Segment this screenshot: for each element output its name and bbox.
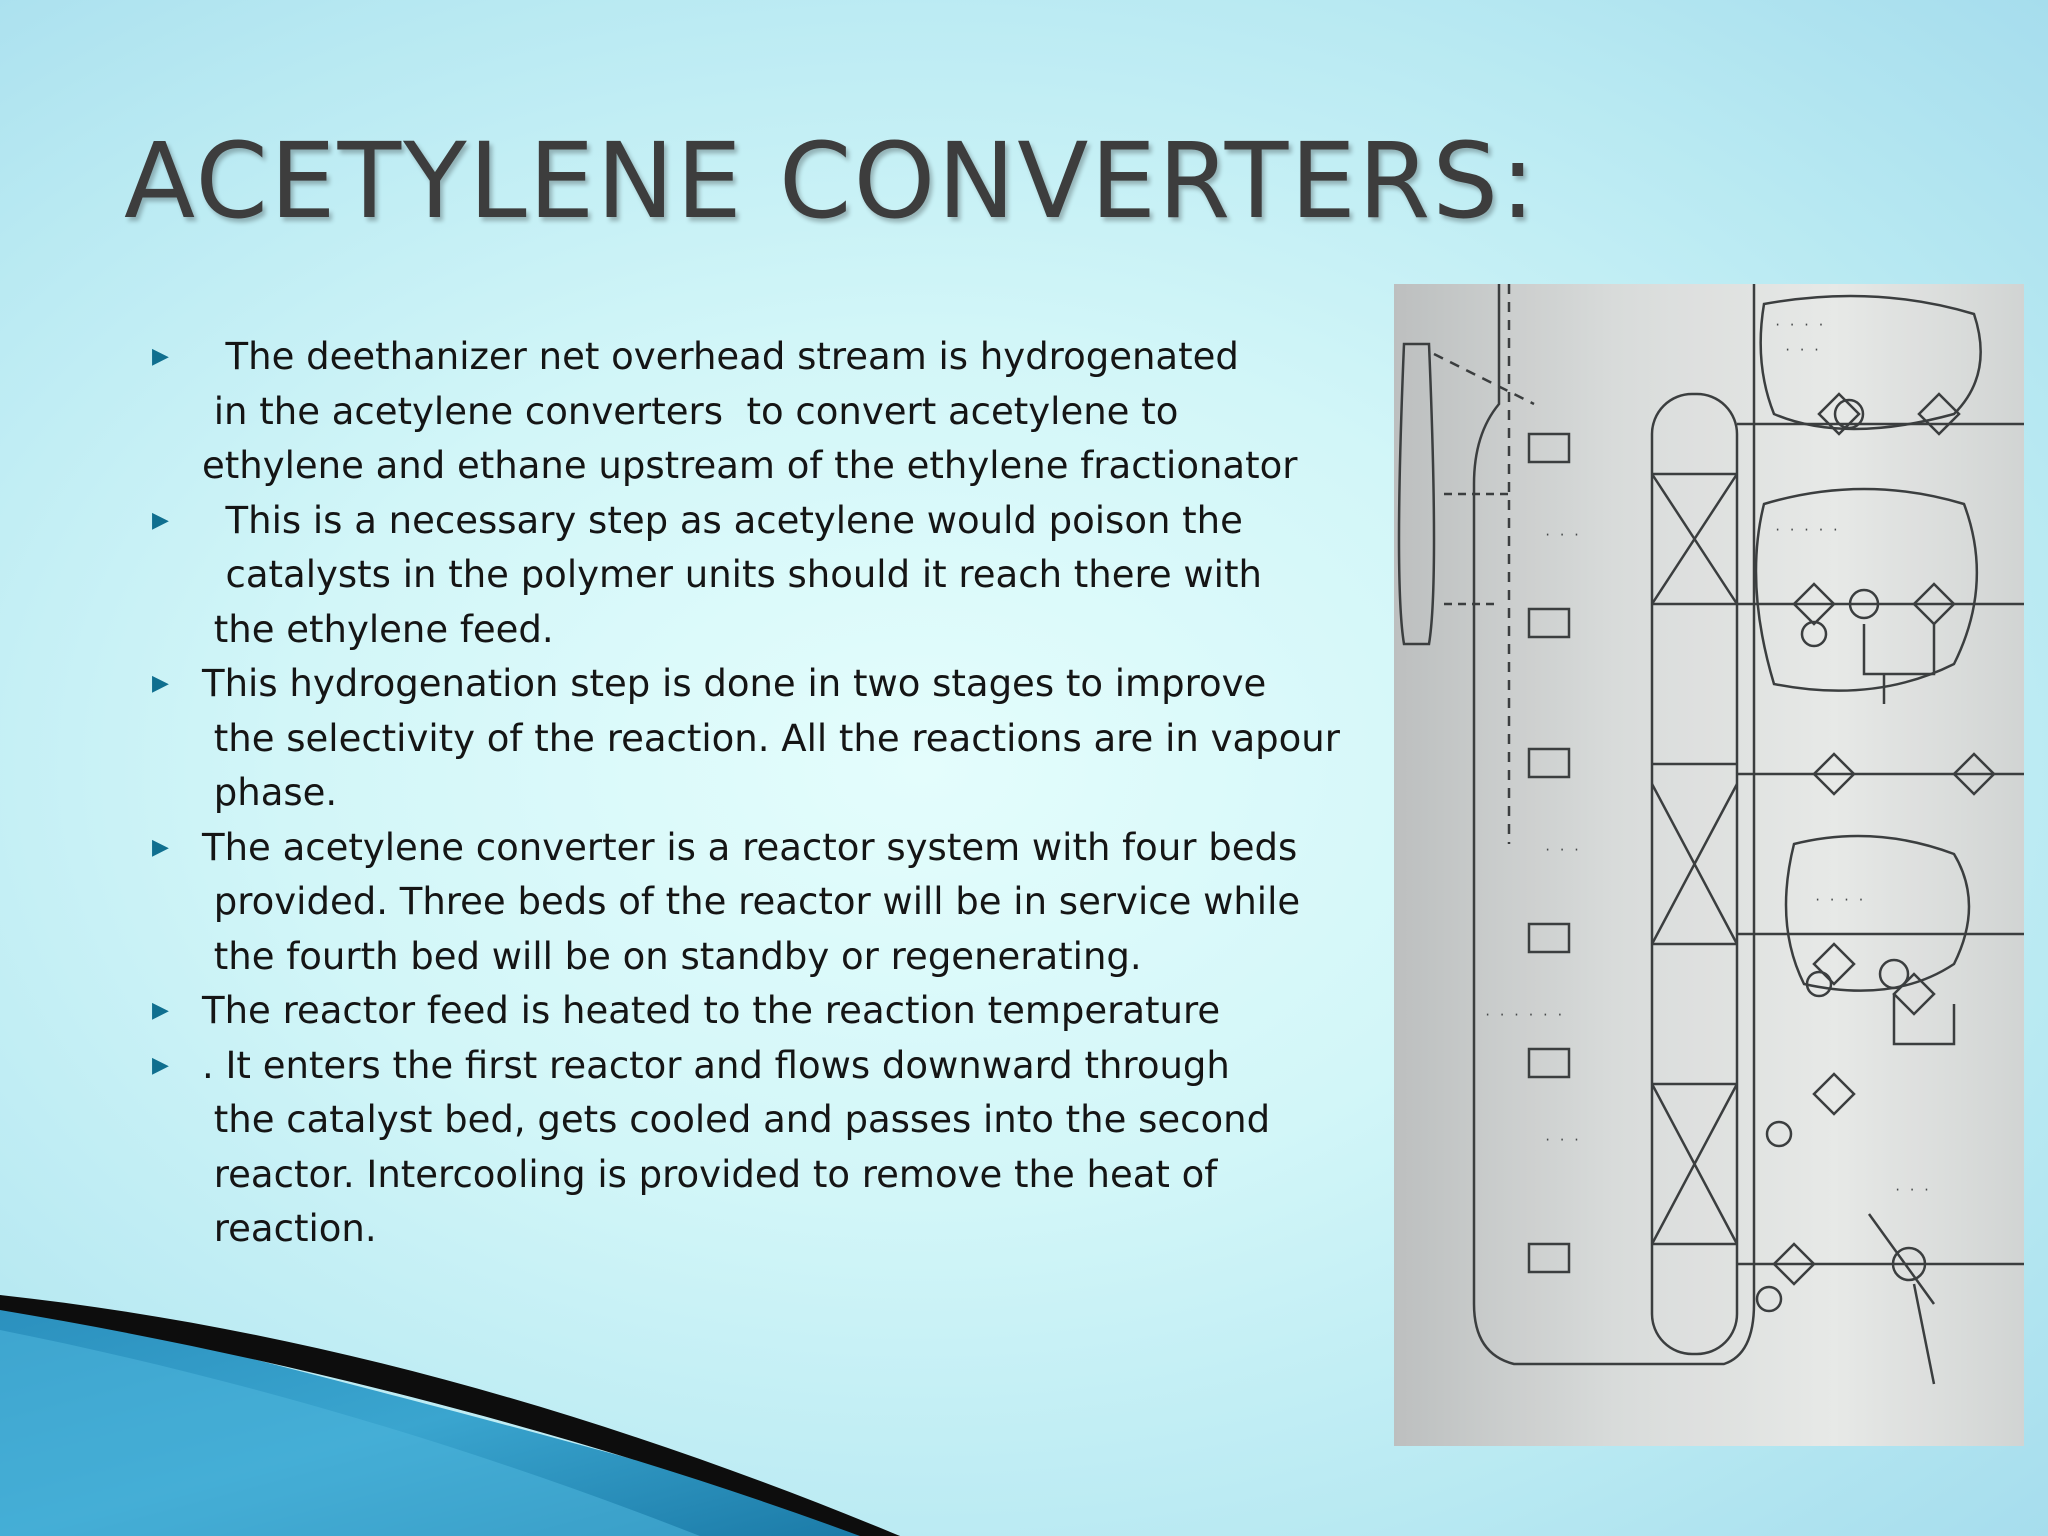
process-diagram-photo	[1394, 284, 2024, 1446]
bullet-line: The reactor feed is heated to the reaction temperature	[202, 989, 1221, 1032]
bullet-text	[202, 1039, 1270, 1257]
svg-text:· · ·: · · ·	[1894, 1183, 1931, 1197]
svg-text:· · ·: · · ·	[1544, 528, 1581, 542]
bullet-line: the selectivity of the reaction. All the reactions are in vapour	[202, 716, 1340, 760]
bullet-item-2	[148, 494, 1388, 658]
bullet-line: the fourth bed will be on standby or regenerating.	[202, 934, 1142, 978]
triangle-right-icon: ▶	[152, 671, 169, 696]
bullet-text	[202, 494, 1262, 658]
bullet-line: provided. Three beds of the reactor will be in service while	[202, 880, 1301, 923]
svg-text:· · · · · ·: · · · · · ·	[1484, 1008, 1564, 1022]
bullet-text	[202, 984, 1220, 1039]
bullet-line: reactor. Intercooling is provided to remove the heat of	[202, 1152, 1218, 1196]
svg-text:· · ·: · · ·	[1544, 1133, 1581, 1147]
svg-text:· · ·: · · ·	[1544, 843, 1581, 857]
bullet-item-3	[148, 657, 1388, 821]
bullet-item-4	[148, 821, 1388, 985]
bullet-item-1	[148, 330, 1388, 494]
bullet-line: the catalyst bed, gets cooled and passes into the second	[202, 1098, 1271, 1141]
bullet-line: The deethanizer net overhead stream is hydrogenated	[202, 335, 1239, 378]
bullet-item-6	[148, 1039, 1388, 1257]
bullet-text	[202, 821, 1300, 985]
svg-text:· · · ·: · · · ·	[1774, 318, 1825, 332]
triangle-right-icon: ▶	[152, 344, 169, 369]
bullet-line: ethylene and ethane upstream of the ethylene fractionator	[202, 444, 1298, 487]
bullet-text	[202, 657, 1340, 821]
triangle-right-icon: ▶	[152, 1052, 169, 1078]
bullet-line: in the acetylene converters to convert acetylene to	[202, 389, 1179, 433]
bullet-line: the ethylene feed.	[202, 607, 554, 651]
bullet-line: The acetylene converter is a reactor system with four beds	[202, 825, 1298, 869]
bullet-list	[148, 330, 1388, 1257]
bullet-line: This is a necessary step as acetylene would poison the	[202, 498, 1243, 542]
bullet-line: phase.	[202, 771, 338, 814]
bullet-line: This hydrogenation step is done in two stages to improve	[202, 662, 1267, 705]
svg-text:· · · · ·: · · · · ·	[1774, 523, 1840, 537]
triangle-right-icon: ▶	[152, 998, 169, 1023]
bullet-line: reaction.	[202, 1207, 377, 1250]
bullet-text	[202, 330, 1297, 494]
svg-text:· · ·: · · ·	[1784, 343, 1821, 357]
bullet-line: . It enters the first reactor and flows downward through	[202, 1043, 1230, 1087]
bullet-item-5	[148, 984, 1388, 1039]
slide-title: ACETYLENE CONVERTERS:	[124, 120, 1538, 242]
bullet-line: catalysts in the polymer units should it reach there with	[202, 553, 1262, 596]
svg-text:· · · ·: · · · ·	[1814, 893, 1865, 907]
triangle-right-icon: ▶	[152, 834, 169, 860]
triangle-right-icon: ▶	[152, 507, 169, 533]
